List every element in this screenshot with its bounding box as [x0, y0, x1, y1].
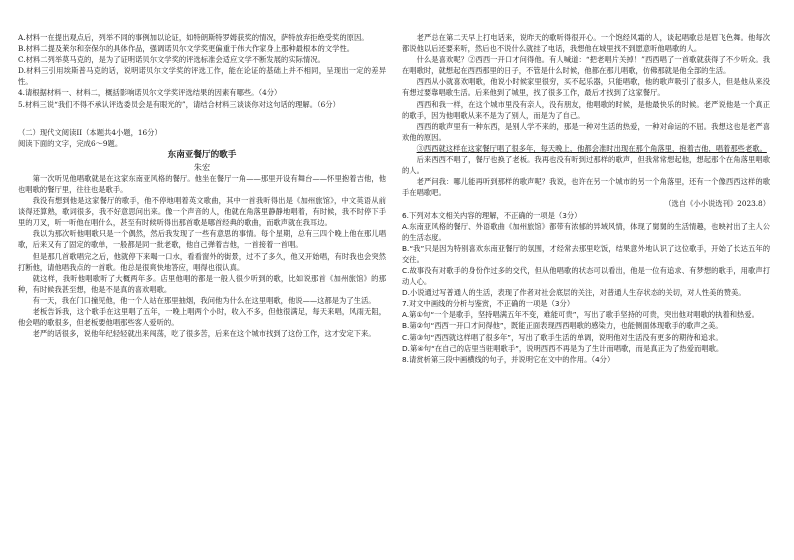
section-instruction: 阅读下面的文字，完成6～9题。: [18, 138, 123, 148]
story-paragraph: 老严问我：哪儿能再听到那样的歌声呢？我说，也许在另一个城市的另一个角落里，还有一个像西西这样的歌手在唱歌吧。: [402, 177, 770, 198]
story-paragraph: 老板告诉我，这个歌手在这里唱了五年，一晚上唱两个小时，收入不多，但他很满足，每天来唱，风雨无阻，他会唱的歌很多，但老板要他唱那些客人爱听的。: [18, 306, 386, 328]
story-paragraph: 西西的歌声里有一种东西，是别人学不来的，那是一种对生活的热爱，一种对命运的不屈。我想这也是老严喜欢他的原因。: [402, 121, 770, 142]
option-b: B.材料二提及莱尔和奈保尔的具体作品，强调诺贝尔文学奖更偏重于伟大作家身上那种最根本的文学性。: [18, 44, 355, 54]
q7-option-a: A.第①句“一个是歌手，坚持唱满五年不变，难能可贵”，写出了歌手坚持的可贵，突出他对唱歌的执着和热爱。: [402, 310, 759, 320]
story-paragraph: 有一天，我在门口撞见他，他一个人站在那里抽烟，我问他为什么在这里唱歌，他说——这都是为了生活。: [32, 295, 376, 305]
q6-option-b: B.“我”只是因为特别喜欢东南亚餐厅的氛围，才经常去那里吃饭，结果意外地认识了这位歌手，开始了长达五年的交往。: [402, 243, 770, 264]
story-paragraph: 老严的话很多，说他年纪轻轻就出来闯荡，吃了很多苦，后来在这个城市找到了这份工作，这才安定下来。: [32, 329, 376, 339]
q6-option-d: D.小说通过写普通人的生活，表现了作者对社会底层的关注，对普通人生存状态的关切，对人性美的赞美。: [402, 288, 746, 298]
left-column: [18, 32, 386, 339]
question-4: 4.请根据材料一、材料二，概括影响诺贝尔文学奖评选结果的因素有哪些。（4分）: [18, 88, 282, 98]
story-paragraph: 第一次听见他唱歌就是在这家东南亚风格的餐厅。他坐在餐厅一角——那里开设有舞台——怀里抱着吉他，他也唱歌的餐厅里，往往也是歌手。: [18, 173, 386, 194]
story-paragraph: 后来西西不唱了，餐厅也换了老板。我再也没有听到过那样的歌声，但我常常想起他，想起那个在角落里唱歌的人。: [402, 155, 770, 176]
option-d: D.材料三引用埃斯普马克的话，说明诺贝尔文学奖的评选工作，能在论证的基础上并不相同，呈现出一定的差异性。: [18, 66, 386, 87]
section-head: （二）现代文阅读II（本题共4小题，16分）: [18, 127, 162, 137]
right-column: [402, 32, 770, 365]
question-5: 5.材料三说“我们不得不承认评选委员会是有眼光的”，请结合材料三谈谈你对这句话的理解。（6分）: [18, 99, 340, 109]
story-paragraph: 老严总在第二天早上打电话来，说昨天的歌听得很开心。一个饱经风霜的人，谈起唱歌总是眉飞色舞。他每次都说他以后还要来听，然后也不说什么就挂了电话，我想他在城里找不到愿意听他唱歌的人。: [402, 33, 770, 54]
q7-option-c: C.第③句“西西就这样唱了很多年”，写出了歌手生活的单调，说明他对生活没有更多的期待和追求。: [402, 332, 723, 342]
question-7: 7.对文中画线的分析与鉴赏，不正确的一项是（3分）: [402, 299, 575, 309]
story-paragraph: 但是那几首歌唱完之后，他就停下来喝一口水，看看窗外的街景，过不了多久，他又开始唱，有时我也会突然打断他，请他唱我点的一首歌。他总是很爽快地答应，唱得也很认真。: [18, 251, 386, 272]
story-paragraph: ③西西就这样在这家餐厅唱了很多年，每天晚上，他都会准时出现在那个角落里，抱着吉他，唱着那些老歌。: [416, 143, 767, 153]
q7-option-b: B.第②句“西西一开口才问得他”，既能正面表现西西唱歌的感染力，也能侧面体现歌手的歌声之美。: [402, 321, 723, 331]
story-title: 东南亚餐厅的歌手: [167, 149, 237, 160]
question-8: 8.请赏析第三段中画横线的句子，并说明它在文中的作用。（4分）: [402, 354, 615, 364]
q6-option-a: A.东南亚风格的餐厅、外语歌曲《加州旅馆》都带有浓郁的异域风情，体现了舅舅的生活情趣，也映衬出了主人公的生活态度。: [402, 221, 770, 242]
option-c: C.材料二列举莫马克的，是为了证明诺贝尔文学奖的评选标准会适应文学不断发展的实际情况。: [18, 55, 325, 65]
question-6: 6.下列对本文相关内容的理解，不正确的一项是（3分）: [402, 210, 582, 220]
story-paragraph: 西西和我一样，在这个城市里没有亲人，没有朋友，他唱歌的时候，是他最快乐的时候。老严说他是一个真正的歌手，因为他唱歌从来不是为了别人，而是为了自己。: [402, 99, 770, 120]
q7-option-d: D.第④句“在自己的店里当驻唱歌手”，说明西西不再是为了生计而唱歌，而是真正为了热爱而唱歌。: [402, 343, 724, 353]
story-source: （选自《小小说选刊》2023.8）: [664, 199, 770, 209]
q6-option-c: C.故事没有对歌手的身份作过多的交代，但从他唱歌的状态可以看出，他是一位有追求、有梦想的歌手，用歌声打动人心。: [402, 265, 770, 287]
option-a: A.材料一在提出观点后，列举不同的事例加以论证，如特朗斯特罗姆获奖的情况，萨特放弃拒绝受奖的原因。: [18, 33, 369, 42]
story-paragraph: 我以为那次听他唱歌只是一个偶然，然后我发现了一些有意思的事情。每个星期，总有三四个晚上他在那儿唱歌，后来又有了固定的歌单，一般都是同一批老歌，他自己弹着吉他，一首接着一首唱。: [18, 229, 386, 250]
story-paragraph: 就这样，我听他唱歌听了大概两年多。店里他唱的都是一般人很少听到的歌，比如说那首《加州旅馆》的那种，有时候我甚至想，他是不是真的喜欢唱歌。: [18, 273, 386, 294]
story-paragraph: 西西从小就喜欢唱歌，他说小时候家里很穷，买不起乐器，只能唱歌，他的歌声吸引了很多人，但是他从来没有想过要靠唱歌生活。后来他到了城里，找了很多工作，最后才找到了这家餐厅。: [402, 77, 770, 98]
story-author: 朱宏: [193, 161, 211, 172]
story-paragraph: 我没有想到他是这家餐厅的歌手，他不停地唱着英文歌曲，其中一首我听得出是《加州旅馆》，中文英语从前谈得还算熟，歌词很多，我不好意思问出来。像一个声音的人，他就在角落里静静地唱着，有时候，我不时停下手里的刀叉，听一听他在唱什么，甚至有时候听得出那首歌是哪首经典的歌曲，而歌声就在我耳边。: [18, 196, 386, 228]
story-paragraph: 什么是喜欢呢？②西西一开口才问得他。有人喊道：“把老唱片关掉！”西西唱了一首歌就获得了不少听众。我在唱歌时，就想起在西西那里的日子，不管是什么时候，他都在那儿唱歌，仿佛那就是他全部的生活。: [402, 55, 770, 76]
